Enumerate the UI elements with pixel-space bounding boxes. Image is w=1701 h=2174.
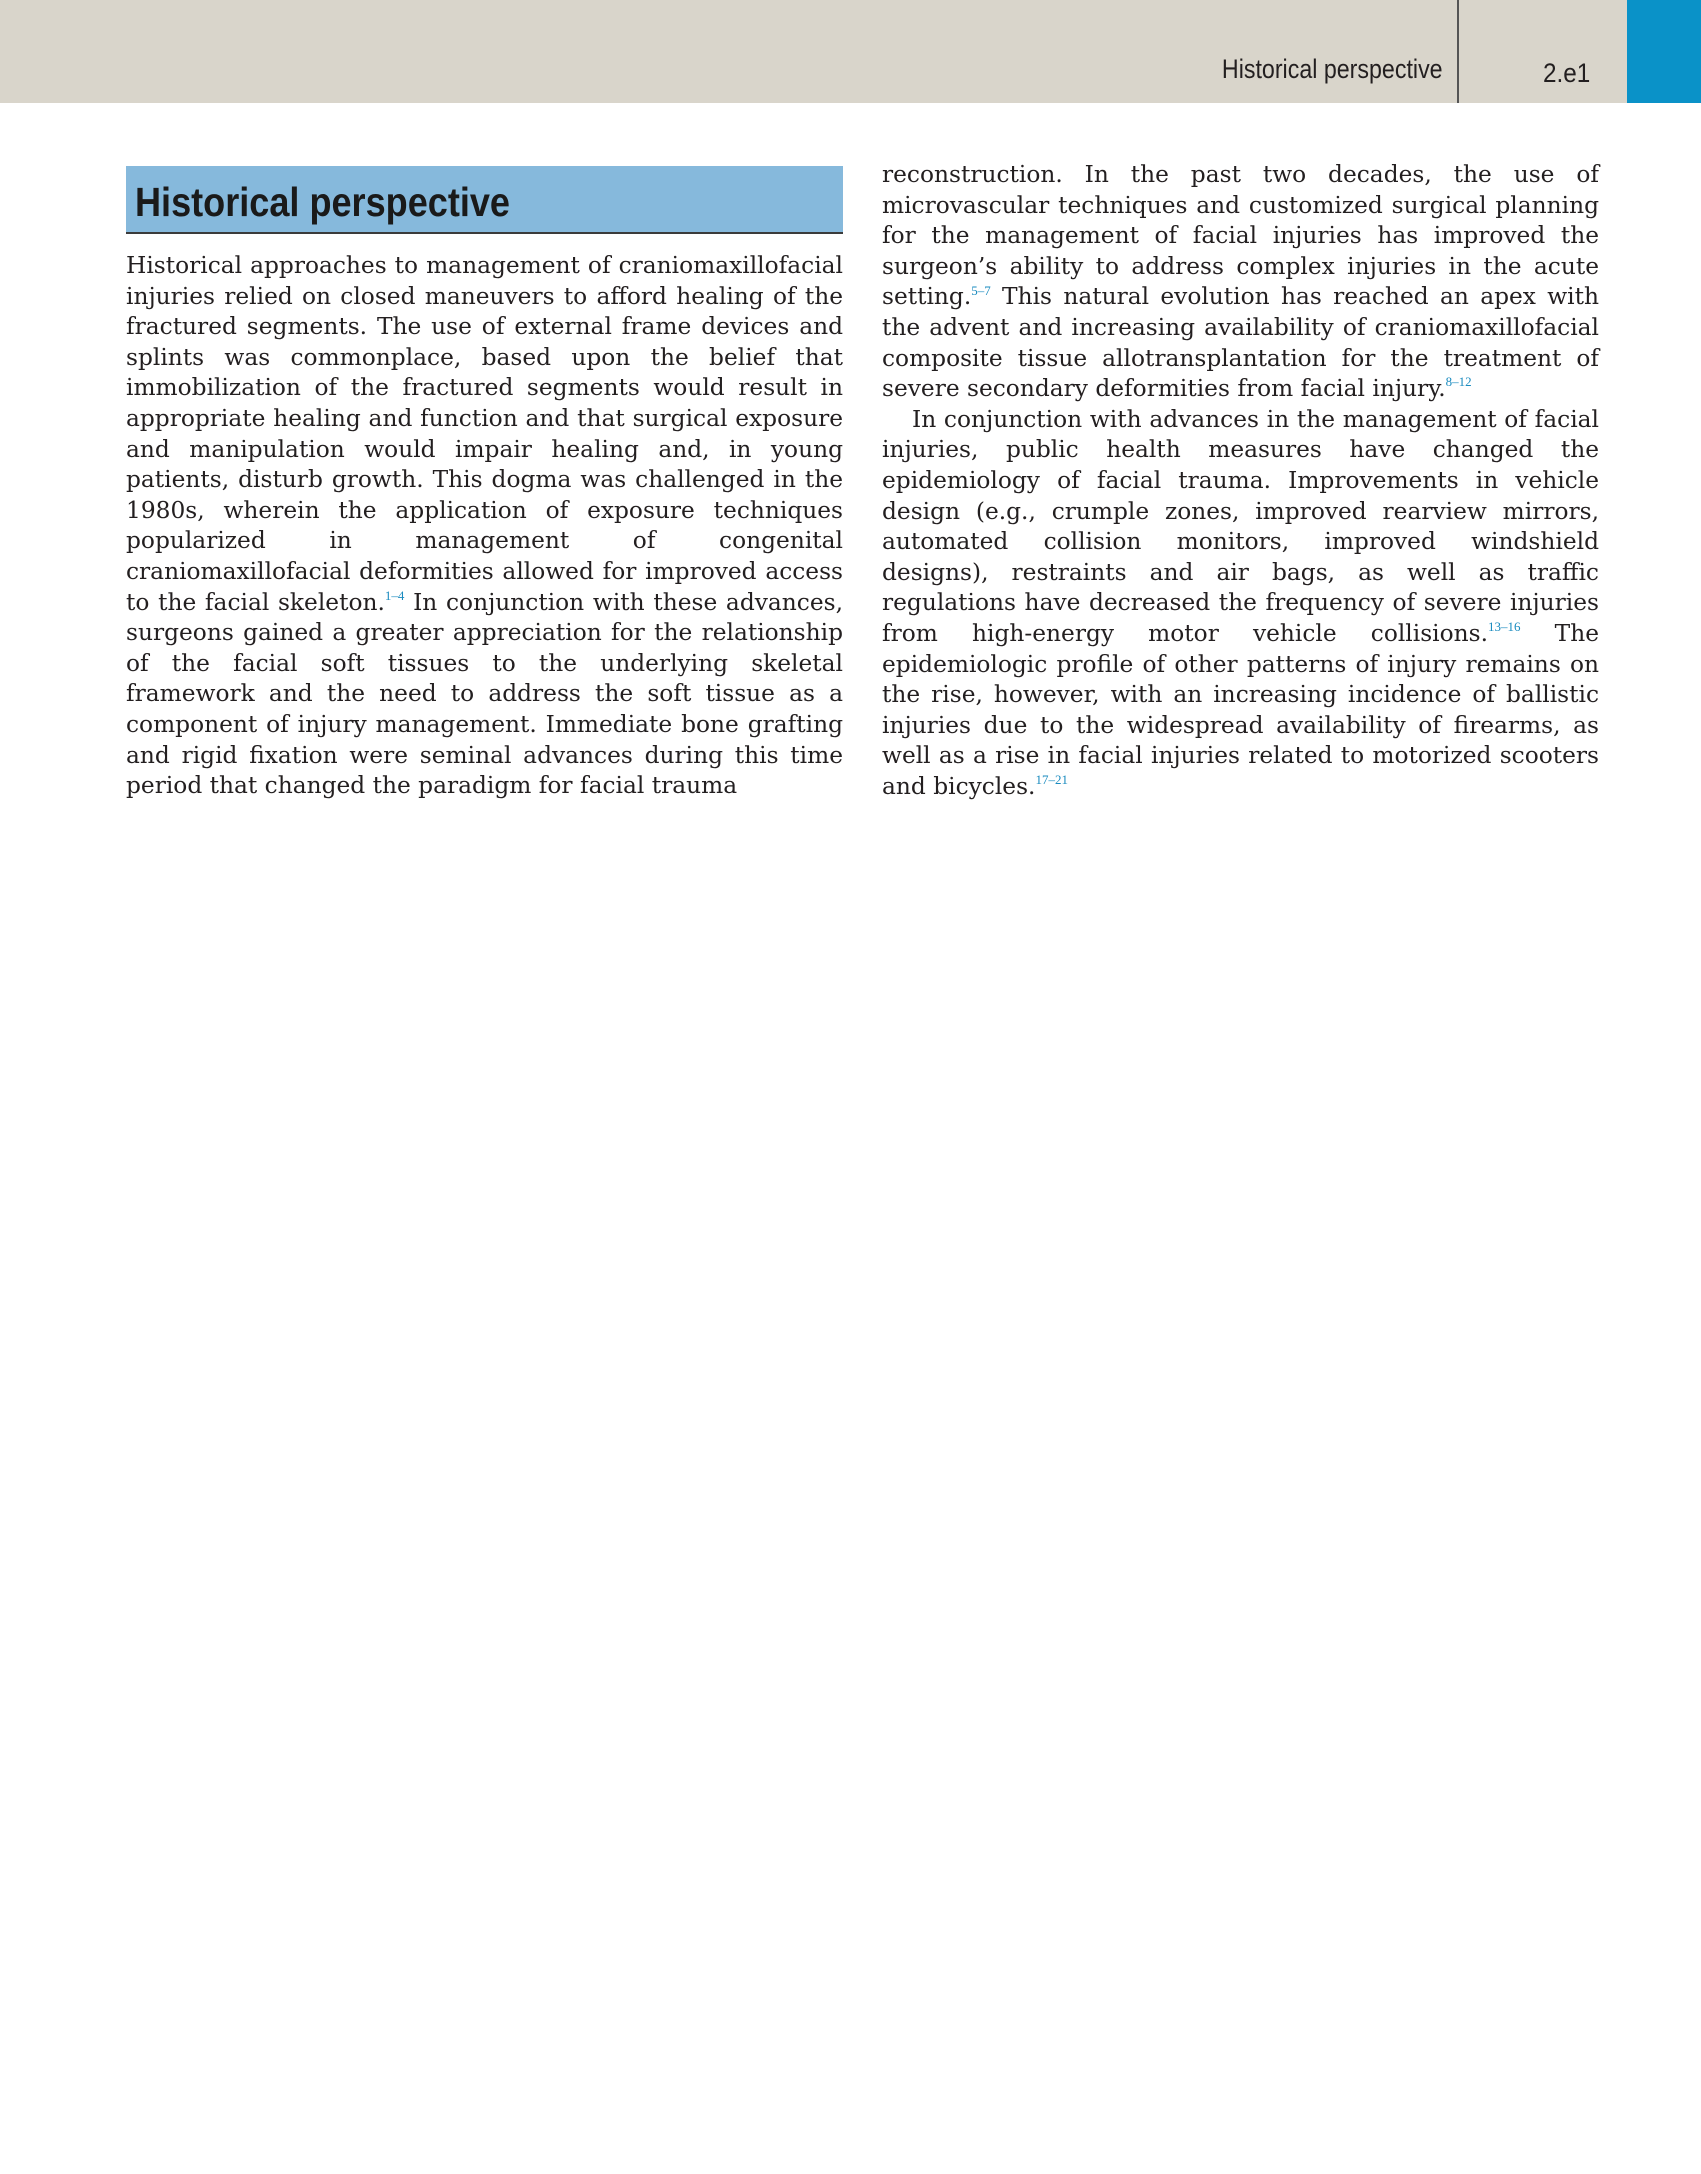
text-run: In conjunction with these advances, surgeons gained a greater appreciation for the relationship of the facial soft tissues to the underlying skeletal framework and the need to address the soft tissue as a component of injury management. Immediate bone grafting and rigid fixation were seminal advances during this time period that changed the paradigm for facial trauma [126, 588, 843, 800]
text-run: reconstruction. In the past two decades, the use of microvascular techniques and customized surgical planning for the management of facial injuries has improved the surgeon’s ability to address complex injuries in the acute setting. [882, 161, 1599, 311]
text-run: In conjunction with advances in the management of facial injuries, public health measures have changed the epidemiology of facial trauma. Improvements in vehicle design (e.g., crumple zones, improved rearview mirrors, automated collision monitors, improved windshield designs), restraints and air bags, as well as traffic regulations have decreased the frequency of severe injuries from high-energy motor vehicle collisions. [882, 405, 1599, 647]
header-divider [1457, 0, 1459, 103]
paragraph-1-part-2 [882, 160, 1599, 405]
header-accent-tab [1627, 0, 1701, 103]
left-column [126, 251, 843, 802]
page-number: 2.e1 [1543, 58, 1591, 88]
text-run: This natural evolution has reached an apex with the advent and increasing availability of craniomaxillofacial composite tissue allotransplantation for the treatment of severe secondary deformities from facial injury. [882, 283, 1599, 403]
reference-link[interactable]: 8–12 [1445, 374, 1472, 390]
reference-link[interactable]: 13–16 [1488, 619, 1521, 635]
header-band [0, 0, 1701, 103]
reference-link[interactable]: 5–7 [971, 282, 991, 298]
text-run: The epidemiologic profile of other patterns of injury remains on the rise, however, with an increasing incidence of ballistic injuries due to the widespread availability of firearms, as well as a rise in facial injuries related to motorized scooters and bicycles. [882, 619, 1599, 800]
section-heading-box [126, 166, 843, 234]
paragraph-1-part-1 [126, 251, 843, 802]
right-column [882, 160, 1599, 802]
reference-link[interactable]: 17–21 [1035, 772, 1068, 788]
running-title: Historical perspective [1222, 54, 1443, 84]
reference-link[interactable]: 1–4 [384, 587, 405, 603]
text-run: Historical approaches to management of craniomaxillofacial injuries relied on closed maneuvers to afford healing of the fractured segments. The use of external frame devices and splints was commonplace, based upon the belief that immobilization of the fractured segments would result in appropriate healing and function and that surgical exposure and manipulation would impair healing and, in young patients, disturb growth. This dogma was challenged in the 1980s, wherein the application of exposure techniques popularized in management of congenital craniomaxillofacial deformities allowed for improved access to the facial skeleton. [126, 252, 843, 616]
paragraph-2 [882, 405, 1599, 803]
section-heading: Historical perspective [135, 179, 511, 225]
